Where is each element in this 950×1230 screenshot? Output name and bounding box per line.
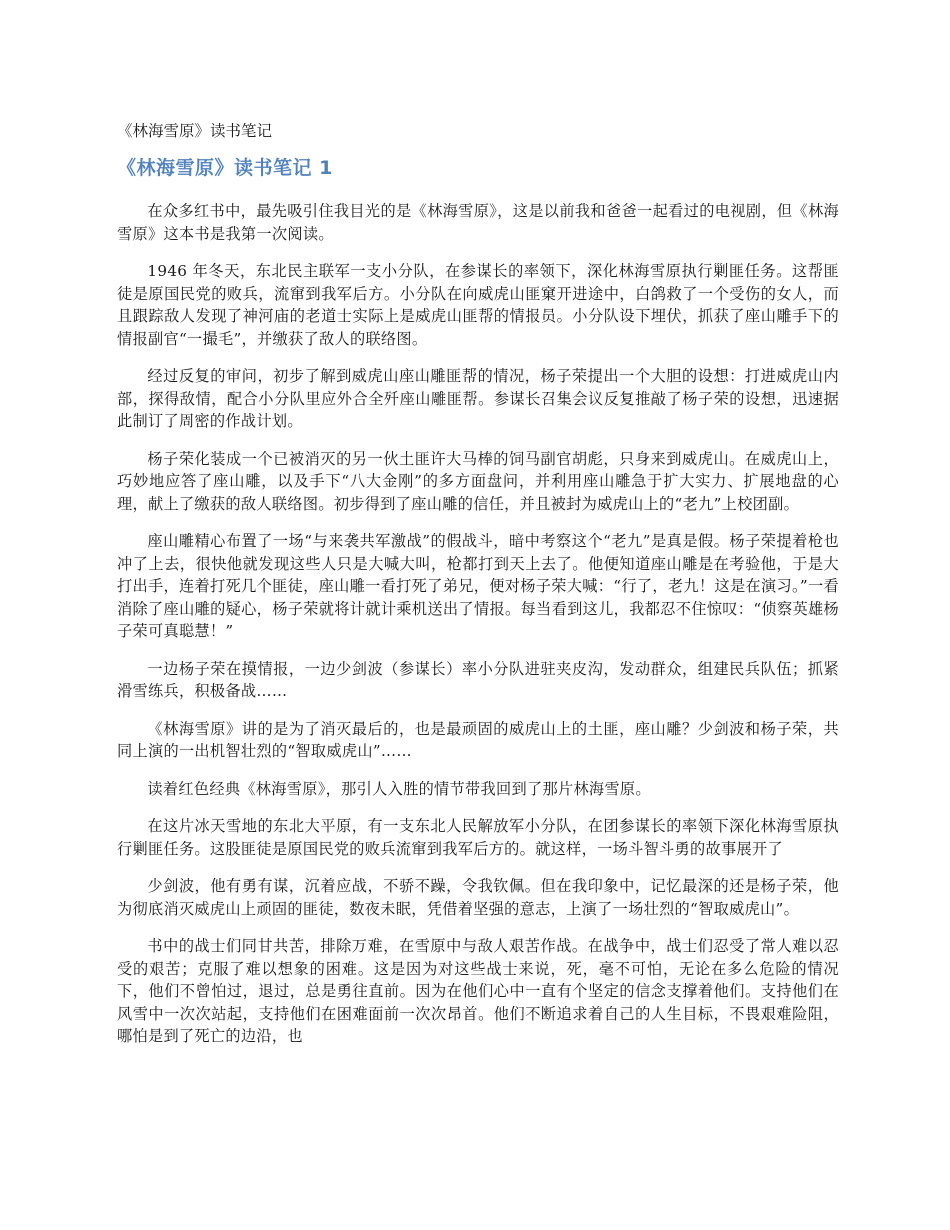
paragraph-2: 1946 年冬天，东北民主联军一支小分队，在参谋长的率领下，深化林海雪原执行剿匪任务。这帮匪徒是原国民党的败兵，流窜到我军后方。小分队在向威虎山匪窠开进途中，白鸽救了一个受伤的女人，而且跟踪敌人发现了神河庙的老道士实际上是威虎山匪帮的情报员。小分队设下埋伏，抓获了座山雕手下的情报副官“一撮毛”，并缴获了敌人的联络图。 <box>117 262 839 348</box>
paragraph-11: 书中的战士们同甘共苦，排除万难，在雪原中与敌人艰苦作战。在战争中，战士们忍受了常人难以忍受的艰苦；克服了难以想象的困难。这是因为对这些战士来说，死，毫不可怕，无论在多么危险的情况下，他们不曾怕过，退过，总是勇往直前。因为在他们心中一直有个坚定的信念支撑着他们。支持他们在风雪中一次次站起，支持他们在困难面前一次次昂首。他们不断追求着自己的人生目标，不畏艰难险阻，哪怕是到了死亡的边沿，也 <box>117 937 839 1045</box>
paragraph-5: 座山雕精心布置了一场“与来袭共军激战”的假战斗，暗中考察这个“老九”是真是假。杨子荣提着枪也冲了上去，很快他就发现这些人只是大喊大叫，枪都打到天上去了。他便知道座山雕是在考验他，于是大打出手，连着打死几个匪徒，座山雕一看打死了弟兄，便对杨子荣大喊：“行了，老九！这是在演习。”一看消除了座山雕的疑心，杨子荣就将计就计乘机送出了情报。每当看到这儿，我都忍不住惊叹：“侦察英雄杨子荣可真聪慧！” <box>117 532 839 640</box>
paragraph-4: 杨子荣化装成一个已被消灭的另一伙土匪许大马棒的饲马副官胡彪，只身来到威虎山。在威虎山上，巧妙地应答了座山雕，以及手下“八大金刚”的多方面盘问，并利用座山雕急于扩大实力、扩展地盘的心理，献上了缴获的敌人联络图。初步得到了座山雕的信任，并且被封为威虎山上的“老九”上校团副。 <box>117 449 839 513</box>
paragraph-6: 一边杨子荣在摸情报，一边少剑波（参谋长）率小分队进驻夹皮沟，发动群众，组建民兵队伍；抓紧滑雪练兵，积极备战…… <box>117 659 839 700</box>
paragraph-8: 读着红色经典《林海雪原》，那引人入胜的情节带我回到了那片林海雪原。 <box>147 779 651 798</box>
paragraph-1: 在众多红书中，最先吸引住我目光的是《林海雪原》，这是以前我和爸爸一起看过的电视剧，但《林海雪原》这本书是我第一次阅读。 <box>117 202 839 243</box>
paragraph-7: 《林海雪原》讲的是为了消灭最后的，也是最顽固的威虎山上的土匪，座山雕？少剑波和杨子荣，共同上演的一出机智壮烈的“智取威虎山”…… <box>117 719 839 760</box>
section-heading: 《林海雪原》读书笔记 1 <box>117 157 333 179</box>
paragraph-3: 经过反复的审问，初步了解到威虎山座山雕匪帮的情况，杨子荣提出一个大胆的设想：打进威虎山内部，探得敌情，配合小分队里应外合全歼座山雕匪帮。参谋长召集会议反复推敲了杨子荣的设想，迅速据此制订了周密的作战计划。 <box>117 367 839 430</box>
paragraph-9: 在这片冰天雪地的东北大平原，有一支东北人民解放军小分队，在团参谋长的率领下深化林海雪原执行剿匪任务。这股匪徒是原国民党的败兵流窜到我军后方的。就这样，一场斗智斗勇的故事展开了 <box>117 817 839 858</box>
document-page <box>117 120 839 1063</box>
document-title: 《林海雪原》读书笔记 <box>117 122 273 140</box>
paragraph-10: 少剑波，他有勇有谋，沉着应战，不骄不躁，令我钦佩。但在我印象中，记忆最深的还是杨子荣，他为彻底消灭威虎山上顽固的匪徒，数夜未眠，凭借着坚强的意志，上演了一场壮烈的“智取威虎山”。 <box>117 877 839 918</box>
